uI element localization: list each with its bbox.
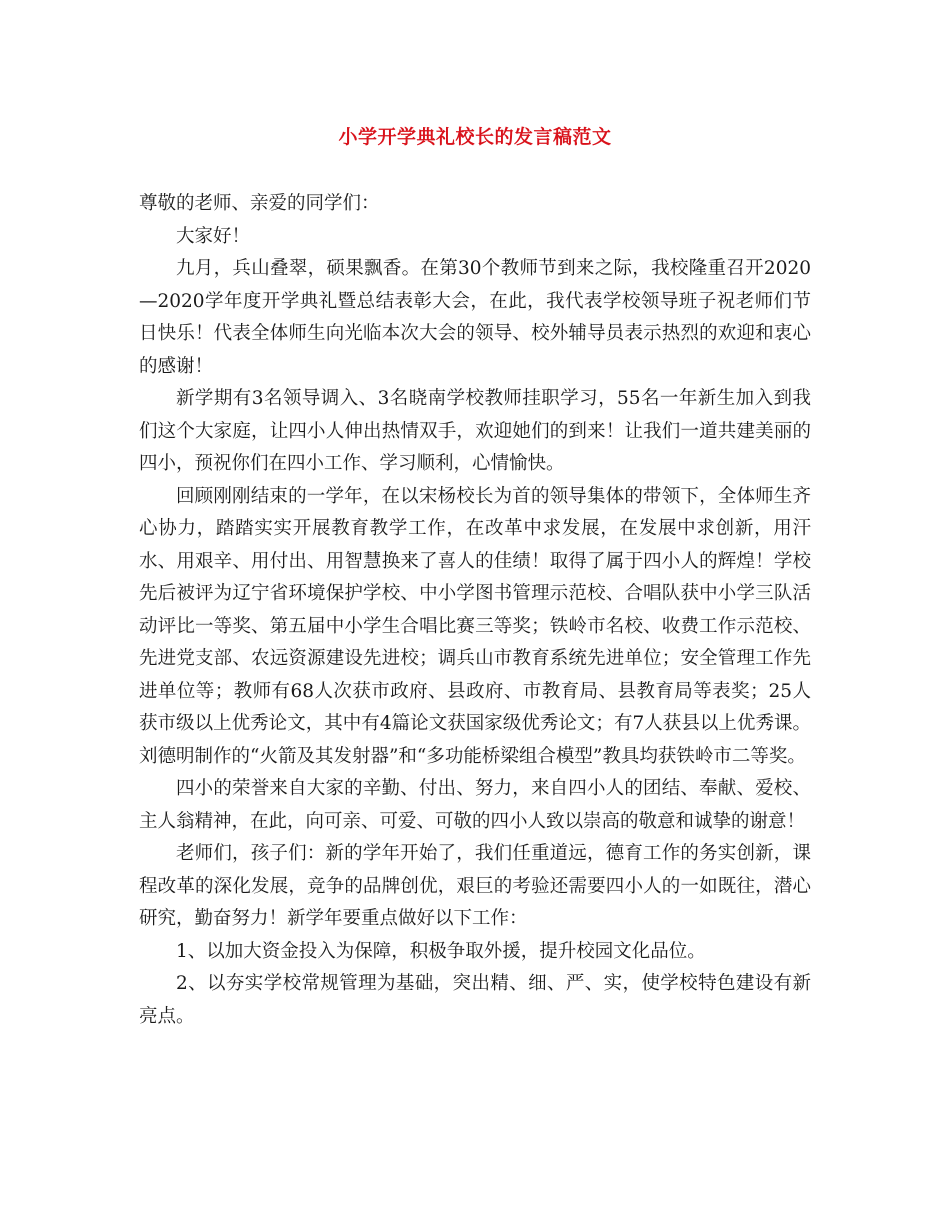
paragraph-new-year: 老师们，孩子们：新的学年开始了，我们任重道远，德育工作的务实创新，课程改革的深化发展，竞争的品牌创优，艰巨的考验还需要四小人的一如既往，潜心研究，勤奋努力！新学年要重点做好以下工作： (139, 843, 811, 929)
paragraph-new-members: 新学期有3名领导调入、3名晓南学校教师挂职学习，55名一年新生加入到我们这个大家庭，让四小人伸出热情双手，欢迎她们的到来！让我们一道共建美丽的四小，预祝你们在四小工作、学习顺利，心情愉快。 (139, 388, 811, 474)
greeting: 大家好！ (176, 225, 251, 247)
salutation: 尊敬的老师、亲爱的同学们： (139, 193, 380, 214)
document-title: 小学开学典礼校长的发言稿范文 (338, 126, 612, 148)
list-item-1: 1、以加大资金投入为保障，积极争取外援，提升校园文化品位。 (176, 940, 706, 962)
document-body (139, 188, 811, 1033)
paragraph-opening: 九月，兵山叠翠，硕果飘香。在第30个教师节到来之际，我校隆重召开2020—2020学年度开学典礼暨总结表彰大会，在此，我代表学校领导班子祝老师们节日快乐！代表全体师生向光临本次大会的领导、校外辅导员表示热烈的欢迎和衷心的感谢！ (139, 258, 811, 377)
list-item-2: 2、以夯实学校常规管理为基础，突出精、细、严、实，使学校特色建设有新亮点。 (139, 973, 811, 1027)
paragraph-thanks: 四小的荣誉来自大家的辛勤、付出、努力，来自四小人的团结、奉献、爱校、主人翁精神，在此，向可亲、可爱、可敬的四小人致以崇高的敬意和诚挚的谢意！ (139, 778, 811, 832)
paragraph-achievements: 回顾刚刚结束的一学年，在以宋杨校长为首的领导集体的带领下，全体师生齐心协力，踏踏实实开展教育教学工作，在改革中求发展，在发展中求创新，用汗水、用艰辛、用付出、用智慧换来了喜人的佳绩！取得了属于四小人的辉煌！学校先后被评为辽宁省环境保护学校、中小学图书管理示范校、合唱队获中小学三队活动评比一等奖、第五届中小学生合唱比赛三等奖；铁岭市名校、收费工作示范校、先进党支部、农远资源建设先进校；调兵山市教育系统先进单位；安全管理工作先进单位等；教师有68人次获市政府、县政府、市教育局、县教育局等表奖；25人获市级以上优秀论文，其中有4篇论文获国家级优秀论文；有7人获县以上优秀课。刘德明制作的“火箭及其发射器”和“多功能桥梁组合模型”教具均获铁岭市二等奖。 (139, 485, 811, 767)
